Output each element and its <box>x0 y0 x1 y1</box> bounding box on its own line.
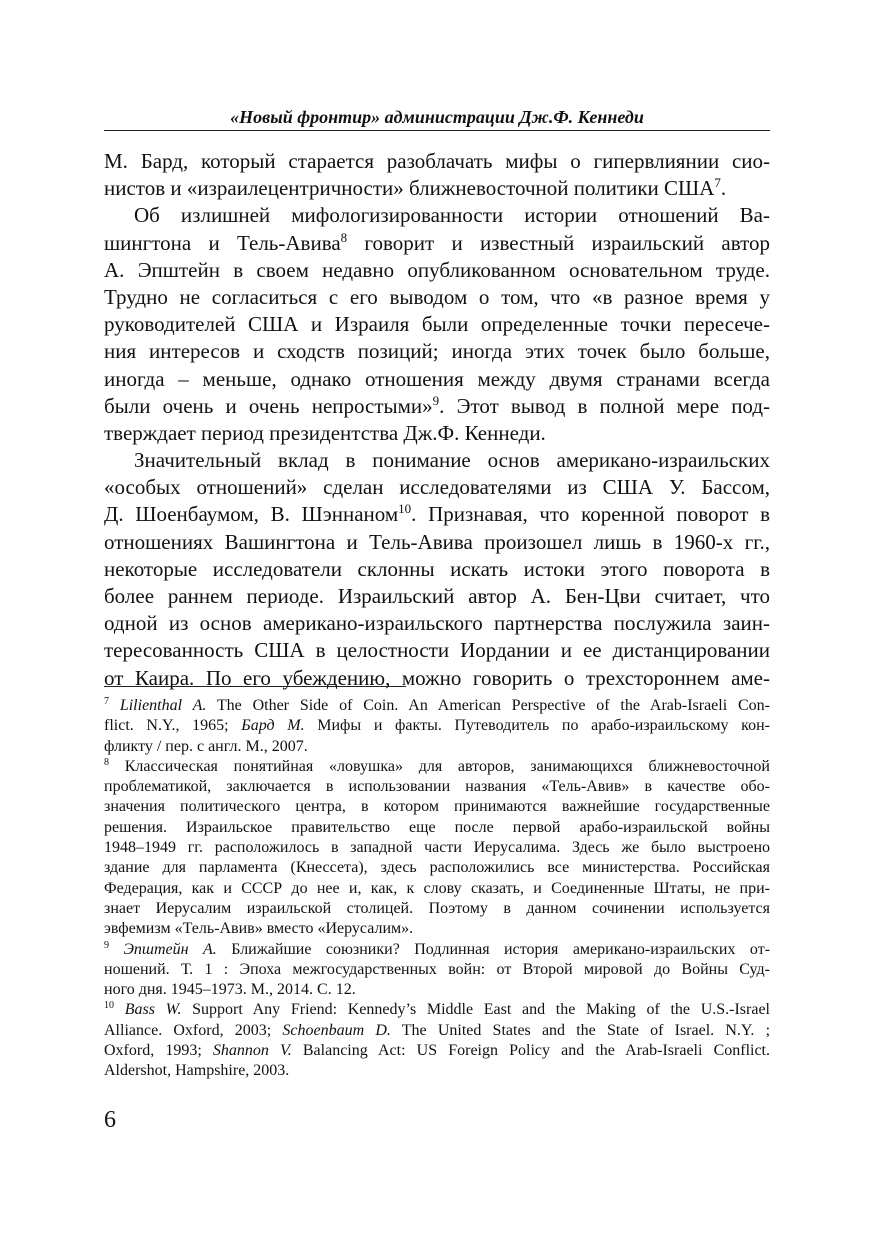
footnote-8: $^8$ Классическая понятийная «ловушка» для авторов, занимающихся ближневосточной <box>104 756 770 775</box>
text-line: шингтона и Тель-Авива$^8$ говорит и известный израильский автор <box>104 229 770 255</box>
text-line: А. Эпштейн в своем недавно опубликованном основательном труде. <box>104 257 770 282</box>
header-rule <box>104 130 770 131</box>
text-line: руководителей США и Израиля были определенные точки пересече- <box>104 312 770 337</box>
footnote-line: эвфемизм «Тель-Авив» вместо «Иерусалим». <box>104 920 414 938</box>
running-head: «Новый фронтир» администрации Дж.Ф. Кеннеди <box>230 107 644 127</box>
text-line: иногда – меньше, однако отношения между двумя странами всегда <box>104 366 770 391</box>
footnote-line: Alliance. Oxford, 2003; Schoenbaum D. The United States and the State of Israel. N.Y. ; <box>104 1021 771 1039</box>
footnote-line: значения политического центра, в котором принимаются важнейшие государственные <box>104 798 770 816</box>
footnote-ref[interactable]: 7 <box>714 175 721 191</box>
text-line: одной из основ американо-израильского партнерства послужила заин- <box>104 611 770 636</box>
text-line: были очень и очень непростыми»$^9$. Этот вывод в полной мере под- <box>104 392 771 418</box>
footnote-7: $^7$ Lilienthal A. The Other Side of Coin. An American Perspective of the Arab-Israeli Con- <box>104 696 770 714</box>
text-line: более раннем периоде. Израильский автор А. Бен-Цви считает, что <box>104 584 770 608</box>
page-number: 6 <box>104 1107 116 1133</box>
footnotes <box>104 696 770 1082</box>
footnote-9: $^9$ Эпштейн А. Ближайшие союзники? Подлинная история американо-израильских от- <box>104 939 771 958</box>
paragraph-start: Значительный вклад в понимание основ американо-израильских <box>134 448 770 473</box>
text-line: некоторые исследователи склонны искать истоки этого поворота в <box>104 556 770 581</box>
footnote-line: flict. N.Y., 1965; Бард М. Мифы и факты. Путеводитель по арабо-израильскому кон- <box>104 717 771 735</box>
footnote-ref[interactable]: 8 <box>340 229 348 245</box>
footnote-line: фликту / пер. с англ. М., 2007. <box>104 737 308 755</box>
text-line: от Каира. По его убеждению, можно говорить о трехстороннем аме- <box>104 665 770 690</box>
text-line: ния интересов и сходств позиций; иногда этих точек было больше, <box>104 339 770 364</box>
text-line: отношениях Вашингтона и Тель-Авива произошел лишь в 1960-х гг., <box>104 529 770 554</box>
footnote-line: Федерация, как и СССР до нее и, как, к слову сказать, и Соединенные Штаты, не при- <box>104 879 770 897</box>
footnote-line: Aldershot, Hampshire, 2003. <box>104 1062 290 1080</box>
footnote-line: ношений. Т. 1 : Эпоха межгосударственных войн: от Второй мировой до Войны Суд- <box>104 960 770 978</box>
text-line: тверждает период президентства Дж.Ф. Кеннеди. <box>104 420 546 445</box>
footnote-line: 1948–1949 гг. расположилось в западной части Иерусалима. Здесь же было выстроено <box>104 839 770 857</box>
footnote-line: решения. Израильское правительство еще после первой арабо-израильской войны <box>104 818 770 836</box>
main-text <box>104 148 770 692</box>
footnote-line: знает Иерусалим израильской столицей. Поэтому в данном сочинении используется <box>104 899 770 917</box>
footnote-separator <box>104 686 406 687</box>
text-line: Д. Шоенбаумом, В. Шэннаном$^{10}$. Признавая, что коренной поворот в <box>104 501 770 527</box>
text-line: нистов и «израилецентричности» ближневосточной политики США$^7$. <box>104 175 727 201</box>
footnote-line: здание для парламента (Кнессета), здесь расположились все министерства. Российская <box>104 859 770 877</box>
text-line: М. Бард, который старается разоблачать мифы о гипервлиянии сио- <box>104 149 770 173</box>
footnote-ref[interactable]: 10 <box>398 501 412 517</box>
footnote-line: Oxford, 1993; Shannon V. Balancing Act: US Foreign Policy and the Arab-Israeli Conflict. <box>104 1042 771 1060</box>
footnote-10: $^{10}$ Bass W. Support Any Friend: Kennedy’s Middle East and the Making of the U.S.-Israel <box>104 1000 771 1019</box>
paragraph-start: Об излишней мифологизированности истории отношений Ва- <box>134 203 770 228</box>
footnote-ref[interactable]: 9 <box>432 392 440 408</box>
footnote-line: проблематикой, заключается в использовании названия «Тель-Авив» в качестве обо- <box>104 778 770 796</box>
text-line: Трудно не согласиться с его выводом о том, что «в разное время у <box>104 284 770 309</box>
footnote-line: ного дня. 1945–1973. М., 2014. С. 12. <box>104 981 356 999</box>
text-line: тересованность США в целостности Иордании и ее дистанцировании <box>104 638 770 663</box>
text-line: «особых отношений» сделан исследователями из США У. Бассом, <box>104 475 770 500</box>
